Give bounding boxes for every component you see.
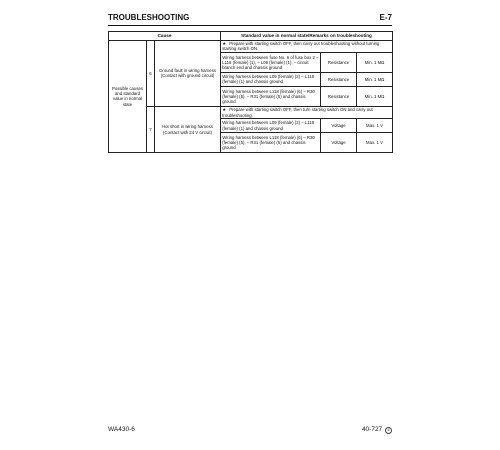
page-header bbox=[108, 13, 392, 26]
footer-model: WA430-6 bbox=[108, 426, 135, 433]
footer-page bbox=[362, 426, 392, 434]
standard-value: Min. 1 MΩ bbox=[357, 86, 393, 106]
table-row bbox=[109, 40, 393, 52]
measurement-type: Resistance bbox=[321, 52, 357, 72]
measurement-type: Resistance bbox=[321, 86, 357, 106]
measurement-type: Voltage bbox=[321, 133, 357, 153]
star-icon: ★ bbox=[222, 41, 227, 47]
check-description: Wiring harness between L09 (female) (2) – L118 (female) (1) and chassis ground bbox=[221, 72, 321, 86]
section-code: E-7 bbox=[379, 13, 392, 22]
star-icon: ★ bbox=[222, 107, 227, 113]
standard-value: Min. 1 MΩ bbox=[357, 72, 393, 86]
measurement-type: Voltage bbox=[321, 119, 357, 133]
table-header-row bbox=[109, 32, 393, 41]
cause-text: Ground fault in wiring harness (Contact with ground circuit) bbox=[155, 40, 221, 106]
cause-text: Hot short in wiring harness (Contact with 24 V circuit) bbox=[155, 106, 221, 152]
check-description: Wiring harness between L09 (female) (2) – L118 (female) (1) and chassis ground bbox=[221, 119, 321, 133]
standard-value: Max. 1 V bbox=[357, 119, 393, 133]
page-number: 40-727 bbox=[361, 426, 383, 433]
check-description: Wiring harness between L118 (female) (6) – R30 (female) (5), – R31 (female) (5) and chassis ground bbox=[221, 133, 321, 153]
side-label: Possible causes and standard value in normal state bbox=[109, 40, 147, 152]
cause-column-header: Cause bbox=[109, 32, 221, 41]
check-description: Wiring harness between fuse No. 6 of fuse box 2 – L116 (female) (1), – L09 (female) (1), – circuit branch end and chassis ground bbox=[221, 52, 321, 72]
remark-note bbox=[221, 40, 393, 52]
revision-mark: ① bbox=[386, 427, 391, 432]
standard-column-header: Standard value in normal state/Remarks on troubleshooting bbox=[221, 32, 393, 41]
standard-value: Min. 1 MΩ bbox=[357, 52, 393, 72]
measurement-type: Resistance bbox=[321, 72, 357, 86]
table-row bbox=[109, 106, 393, 118]
cause-number: 7 bbox=[147, 106, 155, 152]
cause-number: 6 bbox=[147, 40, 155, 106]
standard-value: Max. 1 V bbox=[357, 133, 393, 153]
troubleshooting-table bbox=[108, 31, 393, 153]
remark-text: Prepare with starting switch OFF, then turn starting switch ON and carry out troubleshooting. bbox=[222, 107, 373, 118]
check-description: Wiring harness between L118 (female) (6) – R30 (female) (5), – R31 (female) (5) and chassis ground bbox=[221, 86, 321, 106]
section-title: TROUBLESHOOTING bbox=[108, 13, 190, 22]
remark-note bbox=[221, 106, 393, 118]
remark-text: Prepare with starting switch OFF, then carry out troubleshooting without turning starting switch ON. bbox=[222, 41, 380, 52]
